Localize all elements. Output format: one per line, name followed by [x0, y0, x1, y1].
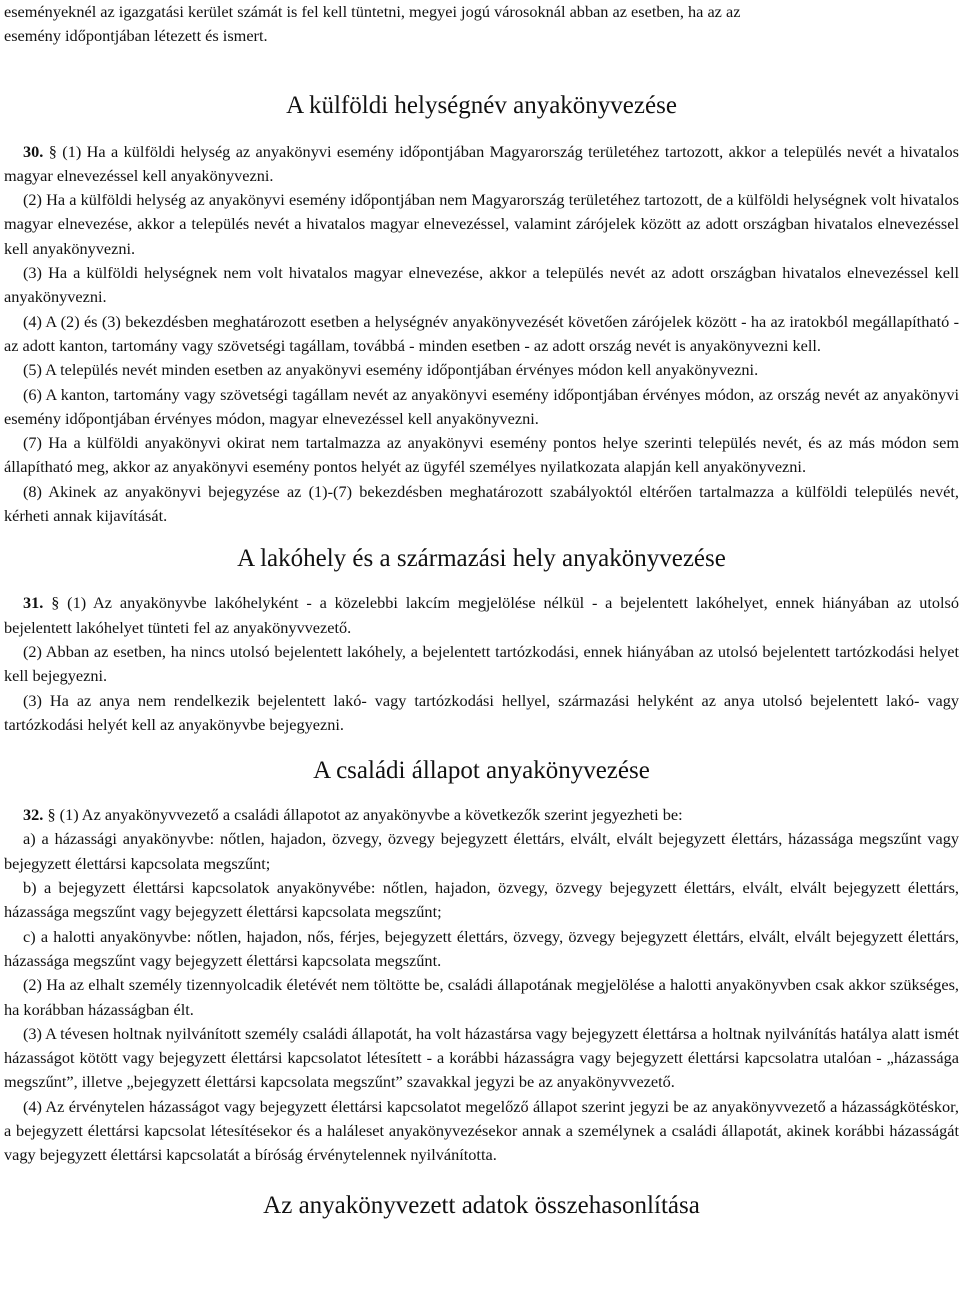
- paragraph-32-1: 32. § (1) Az anyakönyvvezető a családi állapotot az anyakönyvbe a következők szerint jegyezheti be:: [23, 805, 683, 825]
- paragraph-30-1: 30. § (1) Ha a külföldi helység az anyakönyvi esemény időpontjában Magyarország területéhez tartozott, akkor a település nevét a hivatalos magyar elnevezéssel kell anyakönyvezni.: [4, 141, 959, 185]
- paragraph-30-4: (4) A (2) és (3) bekezdésben meghatározott esetben a helységnév anyakönyvezését követően zárójelek között - ha az iratokból megállapítható - az adott kanton, tartomány vagy szövetségi tagállam, továbbá - minden esetben - az adott ország nevét is anyakönyvezni kell.: [4, 311, 959, 355]
- paragraph-32-1c: c) a halotti anyakönyvbe: nőtlen, hajadon, nős, férjes, bejegyzett élettárs, özvegy, özvegy bejegyzett élettárs, elvált, elvált bejegyzett élettárs, házassága megszűnt vagy bejegyzett élettársi kapcsolata megszűnt.: [4, 926, 959, 970]
- section-title-data-comparison: Az anyakönyvezett adatok összehasonlítása: [263, 1191, 700, 1219]
- paragraph-31-2: (2) Abban az esetben, ha nincs utolsó bejelentett lakóhely, a bejelentett tartózkodási, ennek hiányában az utolsó bejelentett tartózkodási helyet kell bejegyezni.: [4, 641, 959, 686]
- paragraph-32-1b: b) a bejegyzett élettársi kapcsolatok anyakönyvébe: nőtlen, hajadon, özvegy, özvegy bejegyzett élettárs, elvált, elvált bejegyzett élettárs, házassága megszűnt vagy bejegyzett élettársi kapcsolata megszűnt;: [4, 878, 959, 922]
- section-title-residence: A lakóhely és a származási hely anyakönyvezése: [237, 545, 726, 573]
- paragraph-32-3: (3) A tévesen holtnak nyilvánított személy családi állapotát, ha volt házastársa vagy bejegyzett élettársa a holtnak nyilvánítás hatálya alatt ismét házasságot kötött vagy bejegyzett élettársi kapcsolatot létesített - a korábbi házasságra vagy bejegyzett élettársi kapcsolatra utalóan - „házassága megszűnt”, illetve „bejegyzett élettársi kapcsolata megszűnt” szavakkal jegyzi be az anyakönyvvezető.: [4, 1023, 959, 1092]
- paragraph-30-5: (5) A település nevét minden esetben az anyakönyvi esemény időpontjában érvényes módon kell anyakönyvezni.: [23, 360, 759, 380]
- paragraph-30-2: (2) Ha a külföldi helység az anyakönyvi esemény időpontjában nem Magyarország területéhez tartozott, de a külföldi helységnek volt hivatalos magyar elnevezése, akkor a település nevét a hivatalos magyar elnevezéssel, valamint zárójelek között az adott országban hivatalos elnevezéssel kell anyakönyvezni.: [4, 190, 959, 258]
- paragraph-31-3: (3) Ha az anya nem rendelkezik bejelentett lakó- vagy tartózkodási hellyel, származási helyként az anya utolsó bejelentett lakó- vagy tartózkodási helyét kell az anyakönyvbe bejegyezni.: [4, 690, 959, 734]
- section-title-marital-status: A családi állapot anyakönyvezése: [313, 757, 650, 785]
- document-page: [4, 0, 959, 1221]
- paragraph-30-8: (8) Akinek az anyakönyvi bejegyzése az (1)-(7) bekezdésben meghatározott szabályoktól eltérően tartalmazza a külföldi település nevét, kérheti annak kijavítását.: [4, 481, 959, 526]
- section-number-32: 32.: [23, 805, 44, 825]
- paragraph-sign: §: [48, 141, 57, 161]
- paragraph-32-1a: a) a házassági anyakönyvbe: nőtlen, hajadon, özvegy, özvegy bejegyzett élettárs, elvált, elvált bejegyzett élettárs, házassága megszűnt vagy bejegyzett élettársi kapcsolata megszűnt;: [4, 829, 959, 873]
- paragraph-sign: §: [51, 593, 60, 613]
- paragraph-31-1: 31. § (1) Az anyakönyvbe lakóhelyként - a közelebbi lakcím megjelölése nélkül - a bejelentett lakóhelyet, ennek hiányában az utolsó bejelentett lakóhelyet tünteti fel az anyakönyvvezető.: [4, 593, 960, 637]
- paragraph-32-4: (4) Az érvénytelen házasságot vagy bejegyzett élettársi kapcsolatot megelőző állapot szerint jegyzi be az anyakönyvvezető a házasságkötéskor, a bejegyzett élettársi kapcsolat létesítésekor és a haláleset anyakönyvezésekor annak a személynek a családi állapotát, akinek korábbi házasságát vagy bejegyzett élettársi kapcsolatát a bíróság érvénytelennek nyilvánította.: [4, 1096, 959, 1165]
- paragraph-32-2: (2) Ha az elhalt személy tizennyolcadik életévét nem töltötte be, családi állapotának megjelölése a halotti anyakönyvben csak akkor szükséges, ha korábban házasságban élt.: [4, 975, 959, 1019]
- section-title-foreign-place-name: A külföldi helységnév anyakönyvezése: [286, 91, 677, 119]
- paragraph-30-6: (6) A kanton, tartomány vagy szövetségi tagállam nevét az anyakönyvi esemény időpontjában érvényes módon, az ország nevét az anyakönyvi esemény időpontjában érvényes módon, magyar elnevezéssel kell anyakönyvezni.: [4, 384, 959, 428]
- intro-paragraph: [4, 0, 959, 49]
- intro-line-1: eseményeknél az igazgatási kerület számát is fel kell tüntetni, megyei jogú városoknál abban az esetben, ha az az: [4, 2, 741, 21]
- intro-line-2: esemény időpontjában létezett és ismert.: [4, 26, 268, 46]
- section-number-31: 31.: [23, 593, 44, 613]
- section-number-30: 30.: [23, 141, 44, 161]
- paragraph-sign: §: [47, 805, 56, 825]
- paragraph-30-3: (3) Ha a külföldi helységnek nem volt hivatalos magyar elnevezése, akkor a település nevét az adott országban hivatalos elnevezéssel kell anyakönyvezni.: [4, 263, 959, 307]
- paragraph-30-7: (7) Ha a külföldi anyakönyvi okirat nem tartalmazza az anyakönyvi esemény pontos helye szerinti település nevét, és az más módon sem állapítható meg, akkor az anyakönyvi esemény pontos helyét az ügyfél személyes nyilatkozata alapján kell anyakönyvezni.: [4, 433, 959, 477]
